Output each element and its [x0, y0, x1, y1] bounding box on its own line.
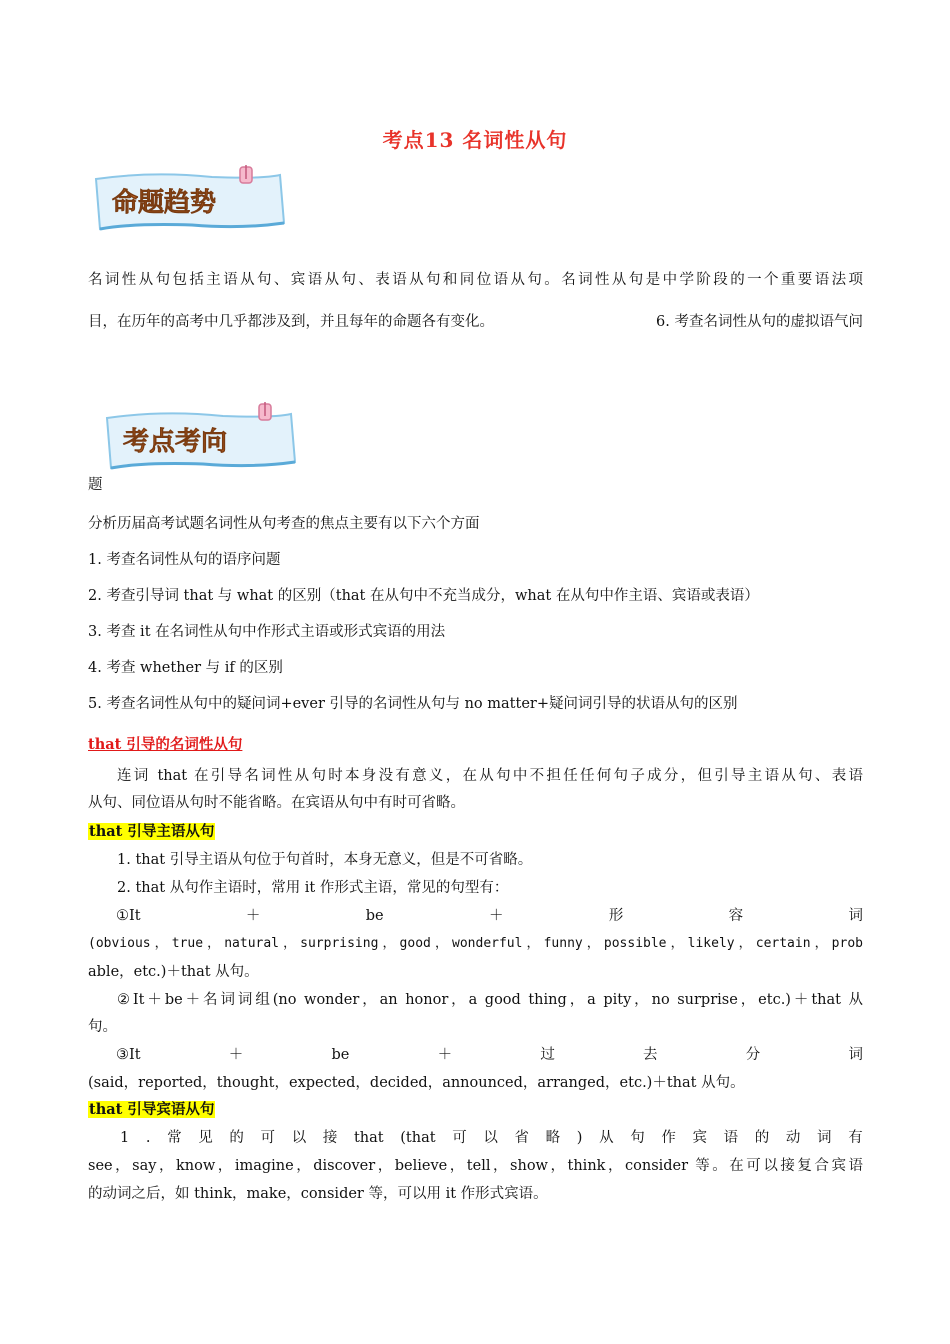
subsection-heading-text: that 引导主语从句 [89, 823, 215, 840]
token: 以 [483, 1130, 498, 1146]
focus-badge [103, 404, 299, 466]
token: 词 [817, 1130, 832, 1146]
token: 词 [848, 908, 863, 924]
point-item: 4. 考查 whether 与 if 的区别 [88, 660, 283, 676]
clip-icon [259, 402, 271, 420]
section-heading-text: that 引导的名词性从句 [88, 736, 243, 753]
point-item: 5. 考查名词性从句中的疑问词+ever 引导的名词性从句与 no matter+疑问词引导的状语从句的区别 [88, 696, 738, 712]
object-clause-line-2: see，say，know，imagine，discover，believe，tell，show，think，consider 等。在可以接复合宾语 [88, 1158, 863, 1174]
badge-title: 考点考向 [123, 427, 228, 457]
rule-item: 1. that 引导主语从句位于句首时，本身无意义，但是不可省略。 [117, 852, 533, 868]
token: 略 [545, 1130, 561, 1146]
section-paragraph-line: 从句、同位语从句时不能省略。在宾语从句中有时可省略。 [88, 795, 465, 811]
point-item: 1. 考查名词性从句的语序问题 [88, 552, 281, 568]
token: 句 [630, 1130, 645, 1146]
token: 宾 [692, 1130, 707, 1146]
token: 词 [848, 1047, 863, 1063]
token: (that [400, 1130, 436, 1146]
section-heading [88, 735, 863, 755]
rule-item: 2. that 从句作主语时，常用 it 作形式主语，常见的句型有： [117, 880, 509, 896]
token: 作 [661, 1130, 676, 1146]
intro-line-2 [88, 312, 863, 332]
token: 容 [728, 908, 744, 924]
token: ①It [116, 908, 141, 924]
subsection-heading [88, 1100, 863, 1120]
subsection-heading [88, 822, 863, 842]
object-clause-line-1 [120, 1128, 863, 1148]
intro-text: 目，在历年的高考中几乎都涉及到，并且每年的命题各有变化。 [88, 314, 494, 330]
point-item: 3. 考查 it 在名词性从句中作形式主语或形式宾语的用法 [88, 624, 446, 640]
clip-icon [240, 165, 252, 183]
intro-line-1: 名词性从句包括主语从句、宾语从句、表语从句和同位语从句。名词性从句是中学阶段的一个重要语法项 [88, 272, 863, 288]
token: 接 [322, 1130, 338, 1146]
token: 过 [540, 1047, 555, 1063]
badge-banner-graphic [103, 404, 299, 472]
token: 可 [452, 1130, 467, 1146]
badge-title: 命题趋势 [112, 188, 217, 218]
token: 见 [198, 1130, 213, 1146]
trend-badge [92, 165, 288, 227]
pattern-1-line [116, 906, 863, 926]
pattern-2-line: ②It＋be＋名词词组(no wonder，an honor，a good thing，a pity，no surprise，etc.)＋that 从 [117, 992, 863, 1008]
token: 可 [260, 1130, 276, 1146]
token: 有 [848, 1130, 863, 1146]
token: ＋ [437, 1047, 453, 1063]
point-item: 2. 考查引导词 that 与 what 的区别（that 在从句中不充当成分，what 在从句中作主语、宾语或表语） [88, 588, 759, 604]
token: that [353, 1130, 384, 1146]
token: 以 [291, 1130, 307, 1146]
token: be [365, 908, 384, 924]
token: ＋ [488, 908, 504, 924]
point-6: 6. 考查名词性从句的虚拟语气问 [656, 314, 863, 330]
token: 省 [514, 1130, 529, 1146]
pattern-2-end: 句。 [88, 1019, 117, 1035]
token: be [331, 1047, 350, 1063]
pattern-1-examples: (obvious，true，natural，surprising，good，wonderful，funny，possible，likely，certain，prob [88, 936, 863, 951]
token: 形 [608, 908, 624, 924]
badge-banner-graphic [92, 165, 288, 233]
section-paragraph-line: 连词 that 在引导名词性从句时本身没有意义，在从句中不担任任何句子成分，但引导主语从句、表语 [117, 768, 863, 784]
token: ③It [116, 1047, 141, 1063]
page-title: 考点13 名词性从句 [382, 128, 568, 152]
token: 语 [723, 1130, 739, 1146]
pattern-3-line [116, 1045, 863, 1065]
token: 的 [754, 1130, 770, 1146]
token: ＋ [228, 1047, 244, 1063]
token: ) [576, 1130, 583, 1146]
summary-line: 分析历届高考试题名词性从句考查的焦点主要有以下六个方面 [88, 516, 480, 532]
token: . [145, 1130, 151, 1146]
pattern-3-examples: (said，reported，thought，expected，decided，announced，arranged，etc.)＋that 从句。 [88, 1075, 745, 1091]
continued-char: 题 [88, 477, 103, 493]
subsection-heading-text: that 引导宾语从句 [89, 1101, 215, 1118]
object-clause-line-3: 的动词之后，如 think，make，consider 等，可以用 it 作形式宾语。 [88, 1186, 548, 1202]
token: 去 [643, 1047, 658, 1063]
token: ＋ [245, 908, 261, 924]
pattern-1-end: able，etc.)＋that 从句。 [88, 964, 259, 980]
token: 分 [745, 1047, 761, 1063]
token: 动 [785, 1130, 801, 1146]
token: 的 [229, 1130, 244, 1146]
token: 从 [599, 1130, 614, 1146]
token: 常 [167, 1130, 182, 1146]
token: 1 [120, 1130, 130, 1146]
